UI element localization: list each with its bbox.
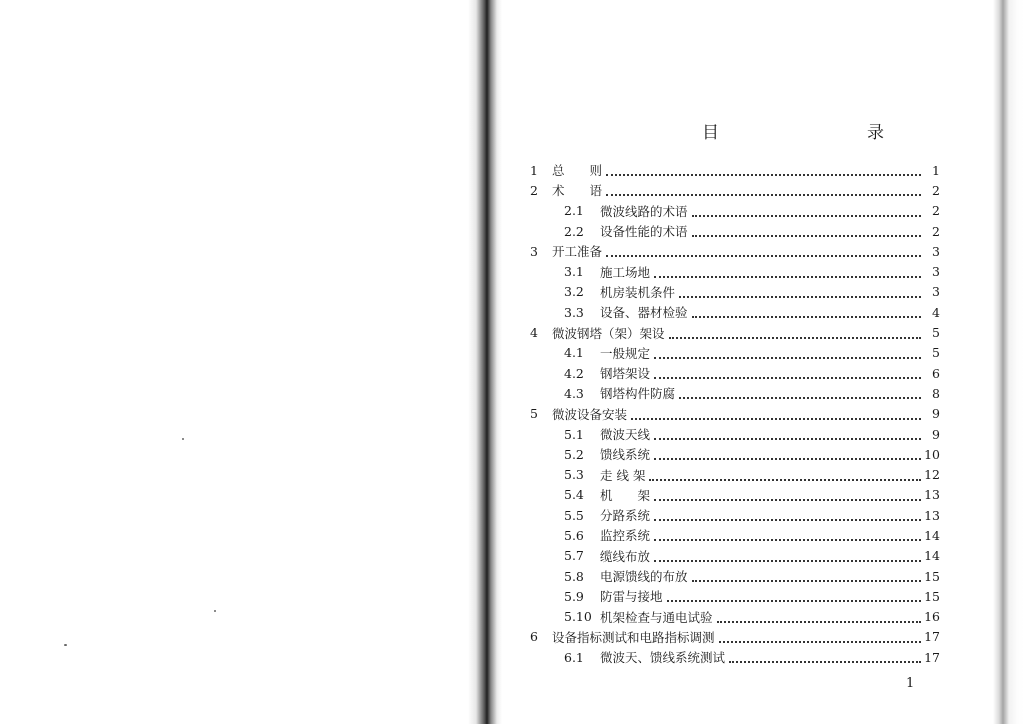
toc-section-title: 钢塔构件防腐: [600, 386, 676, 402]
toc-dot-leader: [692, 566, 921, 582]
toc-dot-leader: [654, 546, 921, 562]
toc-dot-leader: [667, 586, 921, 602]
toc-section-number: 2.2: [564, 223, 584, 239]
toc-entry: [530, 221, 940, 241]
toc-section-title: 馈线系统: [600, 447, 651, 463]
toc-entry: [530, 525, 940, 545]
toc-section-title: 缆线布放: [600, 548, 651, 564]
toc-entry: [530, 363, 940, 383]
toc-section-title: 设备指标测试和电路指标调测: [552, 629, 715, 645]
toc-page-number: 3: [932, 243, 940, 259]
toc-dot-leader: [649, 465, 921, 481]
toc-entry: [530, 546, 940, 566]
toc-page-number: 9: [932, 406, 940, 422]
toc-section-title: 钢塔架设: [600, 366, 651, 382]
toc-section-title: 一般规定: [600, 345, 651, 361]
toc-page-number: 4: [932, 304, 940, 320]
toc-dot-leader: [654, 363, 921, 379]
toc-dot-leader: [654, 424, 921, 440]
toc-page-number: 1: [932, 162, 940, 178]
toc-page-number: 5: [932, 345, 940, 361]
table-of-contents: [530, 160, 940, 667]
toc-section-number: 6: [530, 629, 538, 645]
toc-page-number: 13: [924, 487, 940, 503]
toc-dot-leader: [654, 343, 921, 359]
toc-section-number: 5.7: [564, 548, 584, 564]
toc-section-number: 5.3: [564, 467, 584, 483]
toc-dot-leader: [606, 180, 921, 196]
toc-page-number: 12: [924, 467, 940, 483]
toc-section-title: 微波天线: [600, 427, 651, 442]
toc-section-number: 4.3: [564, 385, 584, 401]
toc-entry: [530, 404, 940, 424]
toc-page-number: 9: [932, 426, 940, 442]
toc-section-number: 6.1: [564, 649, 584, 665]
toc-dot-leader: [654, 505, 921, 521]
toc-entry: [530, 485, 940, 505]
toc-section-number: 3: [530, 243, 538, 259]
toc-entry: [530, 282, 940, 302]
toc-page-number: 3: [932, 264, 940, 280]
toc-section-number: 4.1: [564, 345, 584, 361]
toc-section-number: 5.2: [564, 446, 584, 462]
toc-section-title: 防雷与接地: [600, 589, 663, 605]
page-edge-shadow: [993, 0, 1024, 724]
toc-section-number: 4.2: [564, 365, 584, 381]
toc-page-number: 17: [924, 629, 940, 645]
toc-dot-leader: [717, 607, 921, 623]
toc-entry: [530, 201, 940, 221]
toc-entry: [530, 180, 940, 200]
toc-dot-leader: [654, 444, 921, 460]
toc-section-number: 5.8: [564, 568, 584, 584]
toc-section-title: 监控系统: [600, 528, 651, 544]
toc-section-title: 微波钢塔（架）架设: [552, 325, 665, 341]
scan-speck: [214, 610, 216, 612]
toc-section-number: 2: [530, 182, 538, 198]
toc-dot-leader: [606, 241, 921, 257]
toc-section-number: 5.9: [564, 588, 584, 604]
toc-section-title: 开工准备: [552, 244, 603, 260]
toc-page-number: 17: [924, 649, 940, 665]
toc-page-number: 6: [932, 365, 940, 381]
toc-entry: [530, 383, 940, 403]
toc-entry: [530, 160, 940, 180]
toc-section-number: 2.1: [564, 203, 584, 219]
toc-section-title: 电源馈线的布放: [600, 569, 688, 585]
toc-section-number: 5.5: [564, 507, 584, 523]
toc-page-number: 3: [932, 284, 940, 300]
toc-section-number: 3.1: [564, 264, 584, 280]
toc-page-number: 16: [924, 609, 940, 625]
scan-speck: [64, 644, 67, 646]
toc-section-number: 5.4: [564, 487, 584, 503]
toc-dot-leader: [654, 485, 921, 501]
toc-entry: [530, 444, 940, 464]
toc-dot-leader: [606, 160, 921, 176]
toc-dot-leader: [679, 282, 921, 298]
toc-section-title: 走 线 架: [600, 467, 646, 483]
toc-section-title: 微波设备安装: [552, 406, 628, 422]
toc-entry: [530, 302, 940, 322]
toc-entry: [530, 505, 940, 525]
toc-dot-leader: [679, 383, 921, 399]
toc-entry: [530, 261, 940, 281]
toc-section-title: 设备性能的术语: [600, 224, 688, 240]
toc-entry: [530, 322, 940, 342]
toc-section-title: 机 架: [600, 487, 651, 503]
toc-section-number: 3.2: [564, 284, 584, 300]
book-spine-shadow: [468, 0, 502, 724]
toc-page-number: 13: [924, 507, 940, 523]
toc-page-number: 5: [932, 325, 940, 341]
toc-dot-leader: [719, 627, 921, 643]
toc-dot-leader: [729, 647, 921, 663]
toc-section-title: 施工场地: [600, 264, 651, 280]
toc-entry: [530, 464, 940, 484]
toc-section-title: 机架检查与通电试验: [600, 609, 713, 625]
toc-section-number: 5.6: [564, 527, 584, 543]
toc-entry: [530, 566, 940, 586]
toc-dot-leader: [654, 262, 921, 278]
toc-page-number: 14: [924, 527, 940, 543]
toc-page-number: 15: [924, 568, 940, 584]
toc-dot-leader: [692, 221, 921, 237]
toc-entry: [530, 241, 940, 261]
toc-section-title: 术 语: [552, 183, 603, 199]
toc-section-title: 总 则: [552, 163, 603, 179]
toc-section-title: 微波天、馈线系统测试: [600, 650, 726, 666]
toc-section-number: 5.10: [564, 609, 592, 625]
toc-entry: [530, 586, 940, 606]
toc-entry: [530, 424, 940, 444]
toc-section-number: 5.1: [564, 426, 584, 442]
toc-page-number: 8: [932, 385, 940, 401]
page-number: 1: [906, 676, 915, 691]
toc-section-number: 5: [530, 406, 538, 422]
toc-page-number: 10: [924, 446, 940, 462]
toc-section-number: 3.3: [564, 304, 584, 320]
toc-page-number: 14: [924, 548, 940, 564]
toc-dot-leader: [692, 302, 921, 318]
toc-section-number: 1: [530, 162, 538, 178]
toc-section-title: 设备、器材检验: [600, 305, 688, 321]
toc-entry: [530, 607, 940, 627]
toc-page-number: 2: [932, 223, 940, 239]
toc-section-title: 微波线路的术语: [600, 203, 688, 219]
toc-entry: [530, 343, 940, 363]
toc-page-number: 2: [932, 182, 940, 198]
toc-dot-leader: [631, 404, 921, 420]
page-title: 目 录: [702, 123, 922, 143]
scan-speck: [182, 438, 184, 440]
toc-section-title: 分路系统: [600, 508, 651, 524]
toc-dot-leader: [692, 201, 921, 217]
toc-dot-leader: [669, 323, 921, 339]
toc-section-title: 机房装机条件: [600, 284, 676, 300]
toc-entry: [530, 647, 940, 667]
toc-section-number: 4: [530, 325, 538, 341]
toc-page-number: 15: [924, 588, 940, 604]
toc-entry: [530, 627, 940, 647]
toc-page-number: 2: [932, 203, 940, 219]
toc-dot-leader: [654, 525, 921, 541]
